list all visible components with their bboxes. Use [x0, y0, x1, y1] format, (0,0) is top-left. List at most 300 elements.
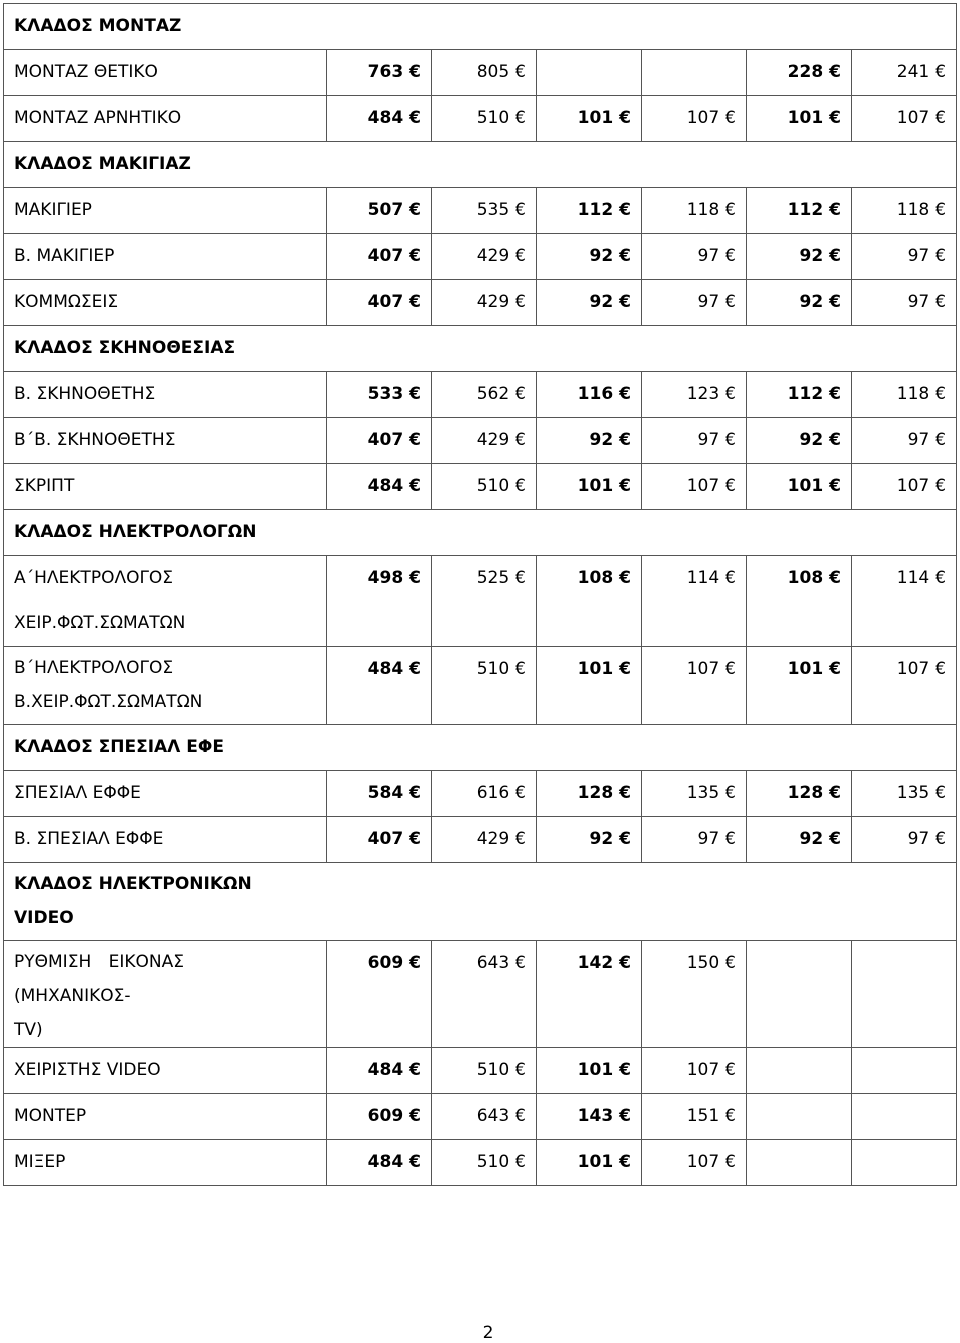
- amount-value: 484: [367, 1152, 404, 1172]
- amount-value: 101: [787, 659, 824, 679]
- euro-sign: €: [725, 384, 736, 404]
- section-title: ΚΛΑΔΟΣ ΗΛΕΚΤΡΟΛΟΓΩΝ: [14, 522, 257, 542]
- euro-sign: €: [409, 568, 421, 588]
- amount-value: 114: [686, 568, 720, 588]
- section-header-row: [4, 4, 957, 50]
- amount-cell: [537, 1048, 642, 1094]
- euro-sign: €: [829, 108, 841, 128]
- amount-value: 107: [686, 1060, 720, 1080]
- amount-cell: [432, 464, 537, 510]
- job-title: Β. ΜΑΚΙΓΙΕΡ: [14, 246, 115, 266]
- amount-cell: [852, 96, 957, 142]
- euro-sign: €: [619, 829, 631, 849]
- amount-cell: [747, 50, 852, 96]
- amount-cell: [852, 941, 957, 1048]
- amount-cell: [432, 647, 537, 725]
- amount-value: 101: [787, 476, 824, 496]
- job-title: ΜΑΚΙΓΙΕΡ: [14, 200, 92, 220]
- amount-value: 114: [896, 568, 930, 588]
- amount-value: 135: [896, 783, 930, 803]
- euro-sign: €: [725, 1152, 736, 1172]
- amount-value: 97: [907, 430, 930, 450]
- job-title: Β. ΣΠΕΣΙΑΛ ΕΦΦΕ: [14, 829, 164, 849]
- euro-sign: €: [935, 659, 947, 679]
- euro-sign: €: [725, 659, 736, 679]
- euro-sign: €: [409, 292, 421, 312]
- amount-value: 429: [476, 292, 510, 312]
- amount-value: 118: [896, 200, 930, 220]
- euro-sign: €: [409, 62, 421, 82]
- amount-cell: [537, 817, 642, 863]
- euro-sign: €: [829, 783, 841, 803]
- amount-cell: [432, 372, 537, 418]
- table-row: [4, 1140, 957, 1186]
- amount-cell: [537, 372, 642, 418]
- amount-cell: [327, 280, 432, 326]
- job-title-cell: [4, 372, 327, 418]
- euro-sign: €: [725, 1060, 736, 1080]
- amount-value: 116: [577, 384, 614, 404]
- amount-cell: [432, 280, 537, 326]
- euro-sign: €: [935, 200, 947, 220]
- amount-cell: [852, 556, 957, 647]
- amount-cell: [432, 1094, 537, 1140]
- job-title-cell: [4, 418, 327, 464]
- amount-cell: [327, 50, 432, 96]
- amount-cell: [852, 234, 957, 280]
- euro-sign: €: [935, 829, 947, 849]
- euro-sign: €: [725, 292, 736, 312]
- job-title: ΜΟΝΤΑΖ ΑΡΝΗΤΙΚΟ: [14, 108, 182, 128]
- amount-value: 507: [367, 200, 404, 220]
- amount-cell: [432, 1140, 537, 1186]
- euro-sign: €: [515, 62, 526, 82]
- euro-sign: €: [515, 384, 526, 404]
- euro-sign: €: [619, 384, 631, 404]
- euro-sign: €: [619, 108, 631, 128]
- amount-value: 101: [577, 1152, 614, 1172]
- amount-value: 151: [686, 1106, 720, 1126]
- euro-sign: €: [409, 246, 421, 266]
- amount-cell: [747, 941, 852, 1048]
- amount-value: 407: [367, 430, 404, 450]
- table-row: [4, 1048, 957, 1094]
- amount-cell: [327, 234, 432, 280]
- amount-value: 101: [577, 659, 614, 679]
- euro-sign: €: [409, 1106, 421, 1126]
- amount-cell: [642, 647, 747, 725]
- amount-cell: [747, 647, 852, 725]
- euro-sign: €: [829, 659, 841, 679]
- amount-cell: [852, 188, 957, 234]
- amount-cell: [327, 647, 432, 725]
- table-row: [4, 556, 957, 647]
- euro-sign: €: [619, 246, 631, 266]
- euro-sign: €: [935, 108, 947, 128]
- section-title-continued: VIDEO: [14, 908, 74, 928]
- amount-cell: [327, 1048, 432, 1094]
- amount-cell: [642, 188, 747, 234]
- amount-value: 97: [907, 292, 930, 312]
- euro-sign: €: [515, 829, 526, 849]
- section-header: [4, 326, 957, 372]
- amount-cell: [537, 96, 642, 142]
- euro-sign: €: [515, 568, 526, 588]
- amount-value: 609: [367, 953, 404, 973]
- amount-cell: [327, 556, 432, 647]
- amount-cell: [852, 1048, 957, 1094]
- section-title: ΚΛΑΔΟΣ ΣΠΕΣΙΑΛ ΕΦΕ: [14, 737, 224, 757]
- job-title-cell: [4, 464, 327, 510]
- euro-sign: €: [619, 476, 631, 496]
- euro-sign: €: [935, 62, 947, 82]
- euro-sign: €: [409, 476, 421, 496]
- amount-value: 97: [907, 246, 930, 266]
- amount-value: 241: [896, 62, 930, 82]
- amount-cell: [642, 1048, 747, 1094]
- section-title: ΚΛΑΔΟΣ ΜΑΚΙΓΙΑΖ: [14, 154, 191, 174]
- amount-value: 107: [896, 476, 930, 496]
- amount-cell: [432, 96, 537, 142]
- table-row: [4, 941, 957, 1048]
- amount-value: 97: [697, 246, 720, 266]
- amount-cell: [327, 817, 432, 863]
- table-row: [4, 418, 957, 464]
- job-title: Β΄ΗΛΕΚΤΡΟΛΟΓΟΣ: [14, 658, 174, 678]
- amount-cell: [432, 941, 537, 1048]
- amount-value: 143: [577, 1106, 614, 1126]
- amount-value: 112: [787, 384, 824, 404]
- amount-value: 128: [577, 783, 614, 803]
- job-title-cell: [4, 941, 327, 1048]
- euro-sign: €: [409, 384, 421, 404]
- euro-sign: €: [619, 430, 631, 450]
- euro-sign: €: [619, 1060, 631, 1080]
- amount-value: 763: [367, 62, 404, 82]
- amount-value: 584: [367, 783, 404, 803]
- amount-value: 97: [907, 829, 930, 849]
- table-row: [4, 464, 957, 510]
- section-header: [4, 4, 957, 50]
- amount-cell: [327, 1094, 432, 1140]
- amount-cell: [537, 188, 642, 234]
- euro-sign: €: [409, 108, 421, 128]
- euro-sign: €: [515, 292, 526, 312]
- amount-cell: [852, 1094, 957, 1140]
- section-title: ΚΛΑΔΟΣ ΜΟΝΤΑΖ: [14, 16, 182, 36]
- euro-sign: €: [935, 568, 947, 588]
- euro-sign: €: [515, 659, 526, 679]
- job-title: ΣΠΕΣΙΑΛ ΕΦΦΕ: [14, 783, 141, 803]
- amount-cell: [537, 1094, 642, 1140]
- amount-value: 107: [686, 659, 720, 679]
- job-title-cell: [4, 1140, 327, 1186]
- euro-sign: €: [829, 430, 841, 450]
- amount-cell: [642, 817, 747, 863]
- amount-value: 101: [577, 1060, 614, 1080]
- euro-sign: €: [619, 292, 631, 312]
- euro-sign: €: [935, 384, 947, 404]
- amount-cell: [852, 464, 957, 510]
- amount-value: 429: [476, 829, 510, 849]
- amount-cell: [537, 464, 642, 510]
- job-title: Β΄Β. ΣΚΗΝΟΘΕΤΗΣ: [14, 430, 176, 450]
- section-header-row: [4, 510, 957, 556]
- amount-cell: [432, 771, 537, 817]
- amount-value: 92: [589, 292, 614, 312]
- job-title-cell: [4, 50, 327, 96]
- euro-sign: €: [515, 476, 526, 496]
- amount-value: 429: [476, 246, 510, 266]
- job-title: Α΄ΗΛΕΚΤΡΟΛΟΓΟΣ ΧΕΙΡ.ΦΩΤ.ΣΩΜΑΤΩΝ: [14, 568, 186, 633]
- amount-cell: [852, 280, 957, 326]
- amount-value: 407: [367, 246, 404, 266]
- amount-cell: [537, 50, 642, 96]
- section-header: [4, 510, 957, 556]
- amount-value: 128: [787, 783, 824, 803]
- job-title-cell: [4, 188, 327, 234]
- job-title-cell: [4, 556, 327, 647]
- euro-sign: €: [515, 246, 526, 266]
- amount-cell: [852, 817, 957, 863]
- amount-value: 510: [476, 1060, 510, 1080]
- amount-cell: [747, 188, 852, 234]
- euro-sign: €: [515, 108, 526, 128]
- euro-sign: €: [935, 783, 947, 803]
- amount-value: 150: [686, 953, 720, 973]
- euro-sign: €: [515, 200, 526, 220]
- euro-sign: €: [515, 953, 526, 973]
- euro-sign: €: [725, 246, 736, 266]
- job-title: ΚΟΜΜΩΣΕΙΣ: [14, 292, 119, 312]
- section-title: ΚΛΑΔΟΣ ΣΚΗΝΟΘΕΣΙΑΣ: [14, 338, 236, 358]
- amount-cell: [537, 556, 642, 647]
- section-header: [4, 142, 957, 188]
- amount-cell: [642, 280, 747, 326]
- job-title-cell: [4, 96, 327, 142]
- amount-cell: [642, 1140, 747, 1186]
- euro-sign: €: [935, 246, 947, 266]
- euro-sign: €: [409, 430, 421, 450]
- euro-sign: €: [515, 430, 526, 450]
- amount-cell: [327, 96, 432, 142]
- amount-cell: [852, 372, 957, 418]
- table-row: [4, 1094, 957, 1140]
- amount-value: 92: [799, 430, 824, 450]
- amount-cell: [537, 771, 642, 817]
- amount-cell: [852, 771, 957, 817]
- table-row: [4, 96, 957, 142]
- amount-value: 107: [896, 108, 930, 128]
- job-title-cell: [4, 234, 327, 280]
- amount-cell: [747, 280, 852, 326]
- amount-value: 407: [367, 292, 404, 312]
- euro-sign: €: [515, 783, 526, 803]
- euro-sign: €: [725, 1106, 736, 1126]
- job-title: ΜΟΝΤΕΡ: [14, 1106, 87, 1126]
- euro-sign: €: [725, 953, 736, 973]
- section-header-row: [4, 326, 957, 372]
- amount-cell: [432, 50, 537, 96]
- job-title: ΡΥΘΜΙΣΗ ΕΙΚΟΝΑΣ (ΜΗΧΑΝΙΚΟΣ-: [14, 952, 184, 1006]
- amount-cell: [327, 418, 432, 464]
- amount-cell: [642, 1094, 747, 1140]
- euro-sign: €: [935, 292, 947, 312]
- wage-table-body: [4, 4, 957, 1186]
- amount-cell: [642, 50, 747, 96]
- amount-value: 97: [697, 829, 720, 849]
- section-header: [4, 863, 957, 941]
- amount-value: 112: [787, 200, 824, 220]
- amount-value: 643: [476, 953, 510, 973]
- euro-sign: €: [829, 568, 841, 588]
- job-title-cell: [4, 817, 327, 863]
- amount-value: 525: [476, 568, 510, 588]
- euro-sign: €: [409, 659, 421, 679]
- amount-value: 533: [367, 384, 404, 404]
- euro-sign: €: [515, 1152, 526, 1172]
- amount-cell: [642, 771, 747, 817]
- euro-sign: €: [829, 829, 841, 849]
- amount-value: 107: [896, 659, 930, 679]
- amount-cell: [327, 771, 432, 817]
- amount-cell: [642, 464, 747, 510]
- amount-cell: [432, 188, 537, 234]
- euro-sign: €: [619, 1106, 631, 1126]
- euro-sign: €: [829, 246, 841, 266]
- amount-cell: [747, 1048, 852, 1094]
- page-number: 2: [482, 1323, 494, 1343]
- amount-value: 118: [686, 200, 720, 220]
- table-row: [4, 771, 957, 817]
- euro-sign: €: [829, 62, 841, 82]
- amount-value: 805: [476, 62, 510, 82]
- amount-value: 107: [686, 108, 720, 128]
- amount-value: 643: [476, 1106, 510, 1126]
- table-row: [4, 234, 957, 280]
- amount-value: 510: [476, 659, 510, 679]
- amount-cell: [327, 188, 432, 234]
- amount-cell: [432, 1048, 537, 1094]
- amount-cell: [642, 96, 747, 142]
- amount-cell: [537, 418, 642, 464]
- amount-value: 609: [367, 1106, 404, 1126]
- amount-value: 510: [476, 476, 510, 496]
- amount-cell: [642, 418, 747, 464]
- euro-sign: €: [409, 829, 421, 849]
- euro-sign: €: [725, 783, 736, 803]
- section-header-row: [4, 142, 957, 188]
- euro-sign: €: [935, 476, 947, 496]
- amount-value: 616: [476, 783, 510, 803]
- job-title: Β. ΣΚΗΝΟΘΕΤΗΣ: [14, 384, 156, 404]
- job-title: ΣΚΡΙΠΤ: [14, 476, 75, 496]
- amount-cell: [747, 234, 852, 280]
- amount-value: 510: [476, 108, 510, 128]
- amount-cell: [537, 941, 642, 1048]
- amount-value: 498: [367, 568, 404, 588]
- amount-value: 407: [367, 829, 404, 849]
- amount-cell: [747, 464, 852, 510]
- euro-sign: €: [515, 1106, 526, 1126]
- amount-cell: [432, 556, 537, 647]
- amount-value: 112: [577, 200, 614, 220]
- amount-value: 510: [476, 1152, 510, 1172]
- table-row: [4, 647, 957, 725]
- amount-cell: [747, 556, 852, 647]
- amount-value: 535: [476, 200, 510, 220]
- amount-value: 484: [367, 1060, 404, 1080]
- amount-value: 92: [589, 430, 614, 450]
- amount-value: 92: [589, 246, 614, 266]
- amount-cell: [747, 1140, 852, 1186]
- euro-sign: €: [409, 953, 421, 973]
- amount-cell: [642, 234, 747, 280]
- job-title: ΧΕΙΡΙΣΤΗΣ VIDEO: [14, 1060, 161, 1080]
- wage-table: [3, 3, 957, 1186]
- euro-sign: €: [619, 1152, 631, 1172]
- amount-cell: [327, 464, 432, 510]
- job-title-cell: [4, 647, 327, 725]
- amount-cell: [747, 372, 852, 418]
- euro-sign: €: [409, 783, 421, 803]
- amount-value: 101: [577, 108, 614, 128]
- amount-value: 123: [686, 384, 720, 404]
- table-row: [4, 188, 957, 234]
- amount-value: 108: [787, 568, 824, 588]
- job-title-cell: [4, 771, 327, 817]
- amount-cell: [537, 647, 642, 725]
- job-title-cell: [4, 280, 327, 326]
- euro-sign: €: [829, 476, 841, 496]
- amount-value: 92: [799, 292, 824, 312]
- amount-cell: [852, 1140, 957, 1186]
- amount-value: 118: [896, 384, 930, 404]
- euro-sign: €: [725, 430, 736, 450]
- euro-sign: €: [619, 783, 631, 803]
- euro-sign: €: [515, 1060, 526, 1080]
- amount-value: 101: [577, 476, 614, 496]
- amount-cell: [747, 96, 852, 142]
- amount-cell: [747, 418, 852, 464]
- euro-sign: €: [935, 430, 947, 450]
- amount-value: 142: [577, 953, 614, 973]
- amount-value: 484: [367, 476, 404, 496]
- table-row: [4, 372, 957, 418]
- euro-sign: €: [619, 568, 631, 588]
- section-header: [4, 725, 957, 771]
- amount-value: 101: [787, 108, 824, 128]
- amount-value: 92: [799, 246, 824, 266]
- amount-value: 107: [686, 1152, 720, 1172]
- section-header-row: [4, 863, 957, 941]
- euro-sign: €: [725, 476, 736, 496]
- euro-sign: €: [409, 1152, 421, 1172]
- job-title-continued: Β.ΧΕΙΡ.ΦΩΤ.ΣΩΜΑΤΩΝ: [14, 692, 203, 712]
- section-header-row: [4, 725, 957, 771]
- amount-cell: [537, 280, 642, 326]
- amount-cell: [432, 234, 537, 280]
- euro-sign: €: [725, 200, 736, 220]
- amount-value: 92: [799, 829, 824, 849]
- amount-value: 97: [697, 430, 720, 450]
- amount-value: 562: [476, 384, 510, 404]
- job-title: ΜΙΞΕΡ: [14, 1152, 66, 1172]
- euro-sign: €: [619, 659, 631, 679]
- amount-cell: [537, 1140, 642, 1186]
- amount-value: 228: [787, 62, 824, 82]
- amount-cell: [432, 817, 537, 863]
